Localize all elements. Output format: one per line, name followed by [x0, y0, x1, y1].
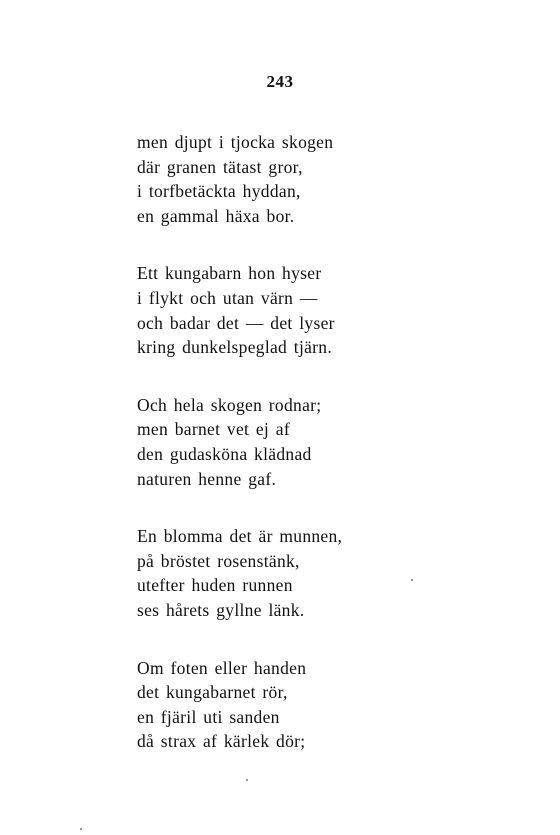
poem-line: kring dunkelspeglad tjärn. — [137, 337, 333, 358]
poem-line: Om foten eller handen — [137, 657, 307, 678]
paper-speck — [246, 779, 248, 781]
stanza — [137, 130, 397, 228]
stanza — [137, 656, 397, 754]
stanza — [137, 261, 397, 359]
poem-line: en gammal häxa bor. — [137, 205, 295, 226]
poem-line: men barnet vet ej af — [137, 419, 290, 440]
poem-line: och badar det — det lyser — [137, 312, 335, 333]
poem-line: naturen henne gaf. — [137, 468, 277, 489]
poem-line: men djupt i tjocka skogen — [137, 132, 334, 152]
poem-line: utefter huden runnen — [137, 575, 293, 596]
stanza — [137, 524, 397, 622]
poem-line: på bröstet rosenstänk, — [137, 550, 300, 571]
poem-line: det kungabarnet rör, — [137, 682, 288, 703]
poem-line: då strax af kärlek dör; — [137, 731, 306, 752]
poem-line: i torfbetäckta hyddan, — [137, 181, 301, 202]
poem-line: den gudasköna klädnad — [137, 443, 312, 464]
poem-line: En blomma det är munnen, — [137, 526, 343, 547]
stanza — [137, 393, 397, 491]
paper-speck — [411, 579, 413, 581]
page-number: 243 — [266, 72, 294, 91]
paper-speck — [80, 828, 82, 830]
poem-line: Och hela skogen rodnar; — [137, 394, 322, 415]
poem-line: en fjäril uti sanden — [137, 706, 280, 727]
poem-line: där granen tätast gror, — [137, 156, 303, 177]
poem-line: ses hårets gyllne länk. — [137, 599, 305, 620]
poem-line: Ett kungabarn hon hyser — [137, 263, 322, 284]
poem — [137, 130, 397, 787]
poem-line: i flykt och utan värn — — [137, 287, 318, 308]
